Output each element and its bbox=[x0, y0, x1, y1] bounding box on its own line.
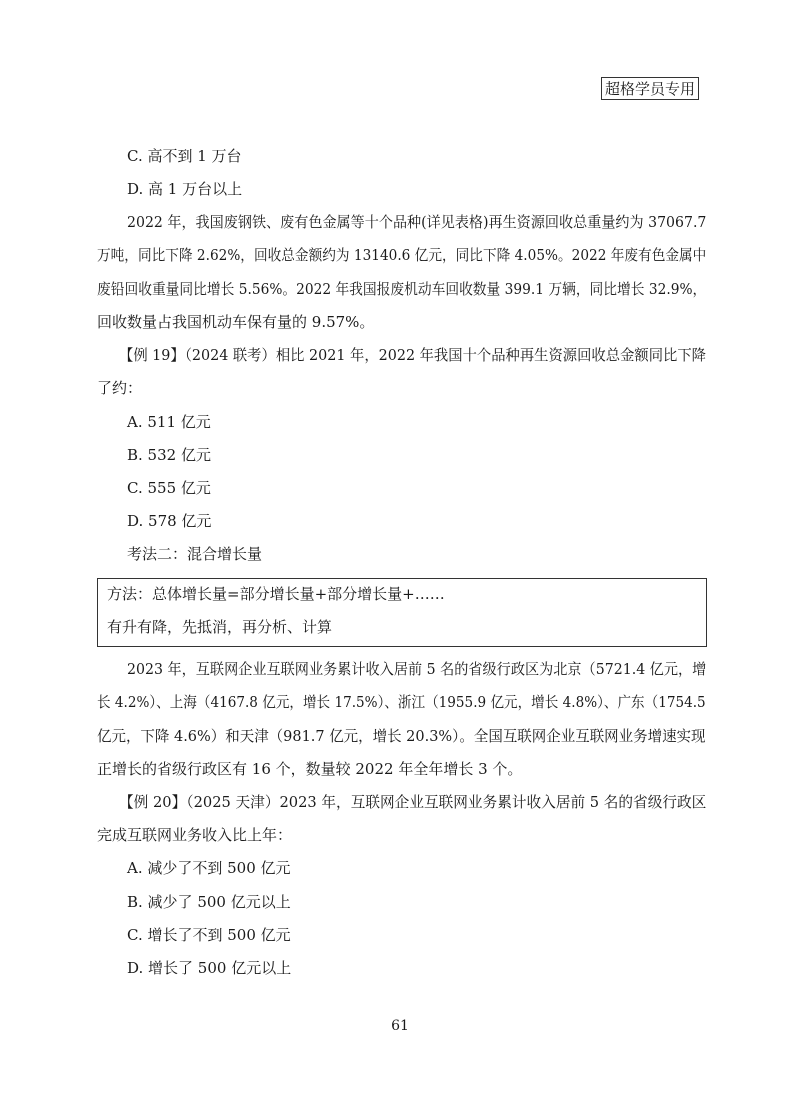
passage2-line-4: 正增长的省级行政区有 16 个，数量较 2022 年全年增长 3 个。 bbox=[97, 760, 523, 778]
method-line-1: 方法：总体增长量=部分增长量+部分增长量+…… bbox=[107, 585, 445, 603]
example20-question-line-1: 【例 20】（2025 天津）2023 年，互联网企业互联网业务累计收入居前 5 名的省级行政区 bbox=[119, 793, 707, 811]
passage1-line-1: 2022 年，我国废钢铁、废有色金属等十个品种(详见表格)再生资源回收总重量约为 37067.7 bbox=[127, 213, 707, 231]
passage1-line-2: 万吨，同比下降 2.62%，回收总金额约为 13140.6 亿元，同比下降 4.05%。2022 年废有色金属中 bbox=[97, 246, 707, 264]
option-c-prev: C. 高不到 1 万台 bbox=[127, 147, 242, 165]
passage2-line-1: 2023 年，互联网企业互联网业务累计收入居前 5 名的省级行政区为北京（5721.4 亿元，增 bbox=[127, 660, 707, 678]
example19-question-line-2: 了约： bbox=[97, 379, 143, 397]
option-d-prev: D. 高 1 万台以上 bbox=[127, 180, 243, 198]
section-title: 考法二：混合增长量 bbox=[127, 545, 263, 563]
example20-option-c: C. 增长了不到 500 亿元 bbox=[127, 926, 291, 944]
page-number: 61 bbox=[391, 1018, 409, 1034]
method-line-2: 有升有降，先抵消，再分析、计算 bbox=[107, 618, 333, 636]
passage2-line-2: 长 4.2%）、上海（4167.8 亿元，增长 17.5%）、浙江（1955.9 亿元，增长 4.8%）、广东（1754.5 bbox=[97, 693, 706, 711]
passage2-line-3: 亿元，下降 4.6%）和天津（981.7 亿元，增长 20.3%）。全国互联网企业互联网业务增速实现 bbox=[97, 727, 706, 745]
example19-option-c: C. 555 亿元 bbox=[127, 479, 211, 497]
method-box bbox=[97, 578, 707, 647]
passage1-line-3: 废铅回收重量同比增长 5.56%。2022 年我国报废机动车回收数量 399.1 万辆，同比增长 32.9%， bbox=[97, 280, 707, 298]
example20-option-b: B. 减少了 500 亿元以上 bbox=[127, 893, 291, 911]
example20-option-d: D. 增长了 500 亿元以上 bbox=[127, 959, 292, 977]
example19-question-line-1: 【例 19】（2024 联考）相比 2021 年，2022 年我国十个品种再生资源回收总金额同比下降 bbox=[119, 346, 706, 364]
example20-question-line-2: 完成互联网业务收入比上年： bbox=[97, 826, 293, 844]
example19-option-a: A. 511 亿元 bbox=[127, 413, 211, 431]
example19-option-b: B. 532 亿元 bbox=[127, 446, 211, 464]
example20-option-a: A. 减少了不到 500 亿元 bbox=[127, 859, 291, 877]
student-only-badge: 超格学员专用 bbox=[601, 77, 699, 100]
example19-option-d: D. 578 亿元 bbox=[127, 512, 212, 530]
passage1-line-4: 回收数量占我国机动车保有量的 9.57%。 bbox=[97, 313, 375, 331]
